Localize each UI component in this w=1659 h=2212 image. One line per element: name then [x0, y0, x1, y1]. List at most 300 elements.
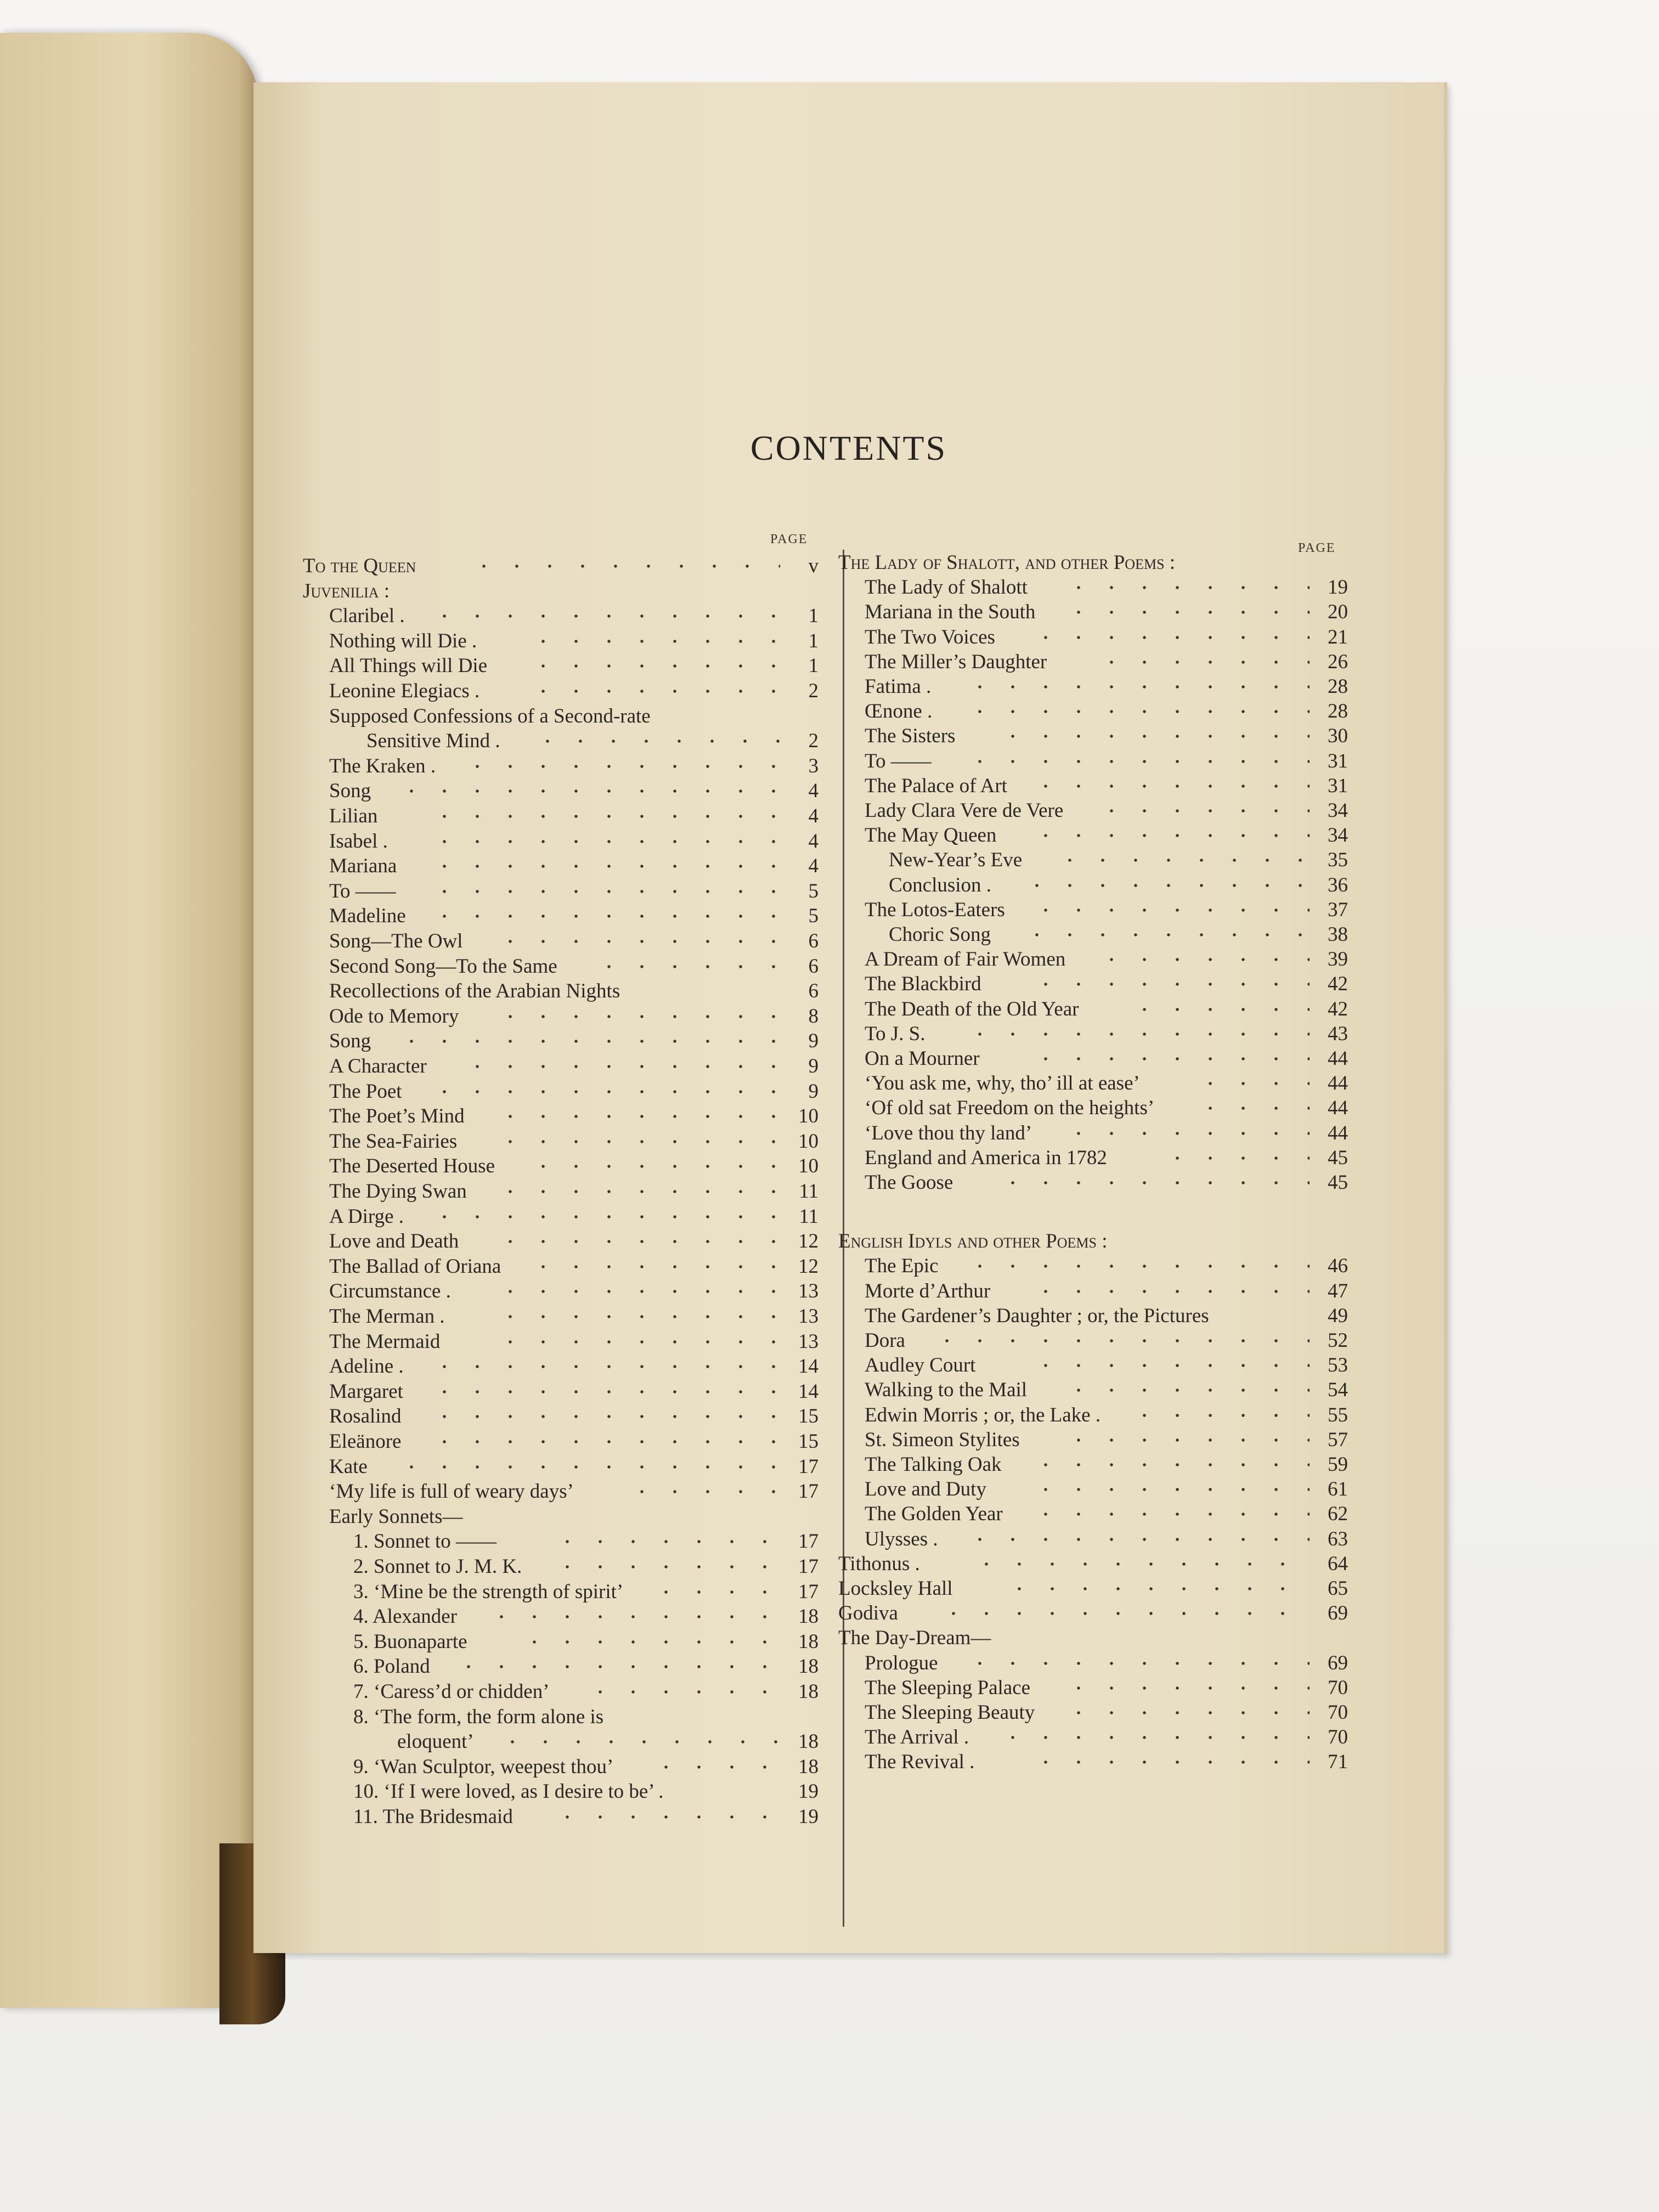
toc-entry-title: eloquent’: [397, 1730, 474, 1753]
toc-entry-page: 18: [798, 1630, 819, 1653]
toc-entry-title: ‘Love thou thy land’: [865, 1121, 1032, 1144]
toc-entry: [865, 1403, 1348, 1427]
toc-entry: [329, 879, 819, 904]
toc-entry-page: 17: [798, 1580, 819, 1603]
toc-entry-page: 46: [1328, 1255, 1348, 1278]
left-page-column-label: PAGE: [770, 532, 808, 546]
toc-entry: [865, 749, 1348, 774]
dot-leader: [551, 1530, 780, 1554]
dot-leader: [937, 1601, 1310, 1626]
dot-leader: [963, 1527, 1310, 1551]
toc-entry-title: Locksley Hall: [838, 1577, 953, 1600]
toc-entry-title: Supposed Confessions of a Second-rate: [329, 704, 651, 727]
toc-entry-title: The Sleeping Palace: [865, 1676, 1031, 1699]
toc-entry-page: 55: [1328, 1403, 1348, 1426]
toc-entry-page: 45: [1328, 1171, 1348, 1194]
toc-entry-title: St. Simeon Stylites: [865, 1428, 1020, 1451]
toc-entry: [865, 1353, 1348, 1378]
toc-entry-title: Madeline: [329, 905, 406, 928]
toc-entry-page: 31: [1328, 749, 1348, 772]
toc-entry-title: Mariana: [329, 855, 397, 878]
toc-entry: [865, 1329, 1348, 1353]
toc-entry: [329, 1229, 819, 1254]
toc-entry: [865, 1146, 1348, 1170]
dot-leader: [1029, 898, 1310, 922]
dot-leader: [930, 1329, 1310, 1353]
toc-entry-page: 19: [1328, 576, 1348, 599]
dot-leader: [1029, 972, 1310, 996]
toc-entry-page: 12: [798, 1255, 819, 1278]
toc-entry-title: Nothing will Die .: [329, 629, 477, 652]
toc-entry: [329, 629, 819, 653]
toc-entry: [329, 1455, 819, 1479]
toc-entry-page: 36: [1328, 873, 1348, 896]
toc-entry-title: New-Year’s Eve: [889, 849, 1023, 872]
dot-leader: [963, 1254, 1310, 1278]
toc-entry-page: 49: [1328, 1304, 1348, 1327]
toc-entry: [865, 1651, 1348, 1675]
toc-entry-page: 44: [1328, 1097, 1348, 1120]
toc-entry-page: 35: [1328, 849, 1348, 872]
toc-entry-page: 19: [798, 1780, 819, 1803]
toc-entry-page: 10: [798, 1105, 819, 1128]
dot-leader: [1062, 1676, 1310, 1700]
dot-leader: [527, 1154, 780, 1178]
toc-entry-page: 1: [808, 605, 819, 628]
toc-entry-title: Godiva: [838, 1602, 898, 1625]
toc-entry-page: 44: [1328, 1121, 1348, 1144]
toc-entry: [865, 799, 1348, 823]
toc-entry-title: Walking to the Mail: [865, 1379, 1028, 1402]
toc-entry-page: 9: [808, 1055, 819, 1077]
toc-entry-title: 9. ‘Wan Sculptor, weepest thou’: [353, 1755, 614, 1778]
dot-leader: [584, 1680, 780, 1704]
toc-entry-title: Song: [329, 780, 371, 803]
toc-entry: [397, 1730, 819, 1754]
toc-entry-page: 42: [1328, 997, 1348, 1020]
toc-entry: [889, 873, 1348, 898]
toc-entry-title: Œnone .: [865, 700, 933, 723]
toc-entry-page: 70: [1328, 1676, 1348, 1699]
toc-entry: [329, 1205, 819, 1229]
toc-entry-page: 18: [798, 1755, 819, 1778]
toc-entry: [329, 979, 819, 1003]
toc-entry-title: Fatima .: [865, 675, 932, 698]
toc-entry: [329, 1330, 819, 1354]
dot-leader: [1161, 1146, 1310, 1170]
toc-entry-page: 54: [1328, 1379, 1348, 1402]
toc-entry-title: The Blackbird: [865, 973, 981, 996]
dot-leader: [428, 879, 780, 904]
toc-entry-title: The Epic: [865, 1255, 939, 1278]
toc-entry: [865, 1171, 1348, 1195]
toc-entry: [865, 898, 1348, 922]
dot-leader: [452, 1655, 780, 1679]
toc-entry: [353, 1805, 819, 1829]
dot-leader: [494, 1104, 780, 1128]
toc-entry-page: 9: [808, 1080, 819, 1103]
toc-entry-title: Song—The Owl: [329, 930, 463, 952]
dot-leader: [527, 654, 780, 678]
dot-leader: [494, 1305, 780, 1329]
toc-entry-title: Love and Duty: [865, 1478, 986, 1501]
dot-leader: [527, 1255, 780, 1279]
toc-entry-title: Juvenilia :: [303, 579, 390, 602]
toc-entry-title: The Sisters: [865, 725, 956, 748]
dot-leader: [494, 1330, 780, 1354]
toc-entry-title: The Kraken .: [329, 754, 436, 777]
toc-entry-page: 20: [1328, 601, 1348, 624]
toc-entry-page: 13: [798, 1305, 819, 1328]
toc-entry: [838, 551, 1348, 575]
toc-entry: [353, 1755, 819, 1779]
toc-entry-page: 18: [798, 1680, 819, 1703]
toc-entry-page: 69: [1328, 1651, 1348, 1674]
dot-leader: [625, 1480, 780, 1504]
dot-leader: [428, 1355, 780, 1379]
dot-leader: [1053, 848, 1310, 872]
toc-entry-title: The Death of the Old Year: [865, 997, 1079, 1020]
toc-entry: [865, 972, 1348, 996]
toc-entry-title: The Gardener’s Daughter ; or, the Pictures: [865, 1304, 1209, 1327]
toc-entry-page: 18: [798, 1730, 819, 1753]
toc-entry-page: 2: [808, 680, 819, 702]
toc-entry-page: 11: [799, 1180, 819, 1203]
toc-entry-page: 17: [798, 1480, 819, 1503]
toc-entry-page: 6: [808, 930, 819, 952]
toc-entry-page: 26: [1328, 650, 1348, 673]
toc-entry: [865, 1121, 1348, 1146]
toc-entry-title: 2. Sonnet to J. M. K.: [353, 1555, 522, 1578]
dot-leader: [1128, 1403, 1310, 1427]
toc-entry-title: Prologue: [865, 1651, 938, 1674]
toc-entry-page: 44: [1328, 1072, 1348, 1095]
toc-entry-title: Audley Court: [865, 1354, 976, 1377]
toc-entry-title: Early Sonnets—: [329, 1505, 463, 1528]
toc-entry-title: 6. Poland: [353, 1655, 430, 1678]
toc-entry: [865, 1502, 1348, 1526]
toc-entry-page: 3: [808, 754, 819, 777]
dot-leader: [428, 830, 780, 854]
dot-leader: [963, 1022, 1310, 1046]
dot-leader: [1020, 873, 1310, 898]
dot-leader: [1020, 923, 1310, 947]
toc-entry-title: England and America in 1782: [865, 1146, 1107, 1169]
toc-entry-title: Adeline .: [329, 1355, 404, 1378]
toc-entry-title: The Day-Dream—: [838, 1627, 991, 1650]
toc-entry: [329, 1279, 819, 1304]
toc-entry-title: The Goose: [865, 1171, 953, 1194]
toc-entry: [865, 823, 1348, 848]
toc-entry: [366, 729, 819, 753]
toc-entry: [865, 1071, 1348, 1096]
toc-entry-title: On a Mourner: [865, 1047, 980, 1070]
toc-entry: [329, 1505, 819, 1529]
toc-entry: [889, 923, 1348, 947]
dot-leader: [996, 724, 1310, 748]
toc-entry: [838, 1552, 1348, 1576]
toc-entry: [865, 1701, 1348, 1725]
dot-leader: [395, 779, 780, 803]
dot-leader: [963, 1651, 1310, 1675]
toc-entry-page: 28: [1328, 675, 1348, 698]
toc-entry-title: The Ballad of Oriana: [329, 1255, 501, 1278]
toc-entry: [353, 1655, 819, 1679]
dot-leader: [963, 699, 1310, 724]
dot-leader: [1029, 774, 1310, 798]
toc-entry: [329, 929, 819, 953]
toc-entry: [353, 1555, 819, 1579]
toc-entry-page: 4: [808, 830, 819, 853]
left-page-edge: [0, 33, 258, 2008]
dot-leader: [1029, 1477, 1310, 1502]
toc-entry: [329, 1404, 819, 1429]
toc-entry-page: 53: [1328, 1354, 1348, 1377]
toc-entry-title: Mariana in the South: [865, 601, 1036, 624]
dot-leader: [551, 1555, 780, 1579]
toc-entry-page: 8: [808, 1005, 819, 1028]
toc-entry: [865, 1378, 1348, 1402]
toc-entry-title: 8. ‘The form, the form alone is: [353, 1705, 604, 1728]
toc-entry-title: The Talking Oak: [865, 1453, 1002, 1476]
toc-entry-page: 34: [1328, 799, 1348, 822]
dot-leader: [494, 1130, 780, 1154]
toc-entry: [329, 904, 819, 928]
toc-entry: [865, 1453, 1348, 1477]
toc-entry-title: Tithonus .: [838, 1552, 920, 1575]
toc-entry-title: Sensitive Mind .: [366, 730, 500, 753]
toc-entry: [865, 575, 1348, 600]
toc-entry: [329, 1005, 819, 1029]
dot-leader: [518, 1630, 780, 1654]
toc-entry-title: The Mermaid: [329, 1330, 441, 1353]
toc-entry-title: 11. The Bridesmaid: [353, 1805, 513, 1828]
toc-entry-page: 10: [798, 1130, 819, 1153]
toc-entry-page: 39: [1328, 948, 1348, 971]
dot-leader: [1029, 1279, 1310, 1304]
toc-entry-page: 71: [1328, 1751, 1348, 1774]
toc-entry: [329, 754, 819, 778]
toc-entry-page: 5: [808, 879, 819, 902]
dot-leader: [1029, 823, 1310, 848]
toc-entry-page: 45: [1328, 1146, 1348, 1169]
toc-entry: [329, 1380, 819, 1404]
toc-entry: [329, 604, 819, 628]
toc-entry: [329, 1355, 819, 1379]
toc-entry-title: To ——: [329, 879, 396, 902]
toc-entry: [838, 1626, 1348, 1650]
toc-entry: [865, 650, 1348, 674]
toc-entry-page: 18: [798, 1605, 819, 1628]
toc-entry: [838, 1229, 1348, 1254]
dot-leader: [395, 1455, 780, 1479]
toc-entry: [329, 1054, 819, 1079]
toc-entry-page: 44: [1328, 1047, 1348, 1070]
toc-entry-title: 1. Sonnet to ——: [353, 1530, 497, 1553]
toc-entry: [353, 1780, 819, 1804]
toc-entry: [329, 679, 819, 703]
toc-entry-page: 15: [798, 1430, 819, 1453]
dot-leader: [1029, 1502, 1310, 1526]
toc-entry: [865, 1096, 1348, 1120]
dot-leader: [395, 1029, 780, 1053]
dot-leader: [461, 1054, 780, 1079]
toc-entry: [865, 1527, 1348, 1551]
toc-entry: [865, 1750, 1348, 1774]
dot-leader: [1029, 625, 1310, 650]
dot-leader: [1029, 1047, 1310, 1071]
dot-leader: [592, 955, 780, 979]
toc-entry-title: Song: [329, 1030, 371, 1053]
toc-entry: [865, 724, 1348, 748]
toc-entry-page: 9: [808, 1030, 819, 1053]
dot-leader: [428, 1380, 780, 1404]
dot-leader: [1062, 600, 1310, 624]
toc-entry-title: Lilian: [329, 805, 378, 827]
toc-entry: [329, 1154, 819, 1178]
toc-entry-title: Margaret: [329, 1380, 403, 1403]
toc-entry-page: 34: [1328, 824, 1348, 847]
toc-entry-page: 38: [1328, 923, 1348, 946]
toc-entry-title: The Revival .: [865, 1751, 975, 1774]
toc-entry-title: 10. ‘If I were loved, as I desire to be’ .: [353, 1780, 664, 1803]
dot-leader: [527, 629, 780, 653]
toc-entry-page: 1: [808, 629, 819, 652]
toc-entry: [865, 997, 1348, 1022]
toc-entry: [329, 955, 819, 979]
dot-leader: [428, 1205, 780, 1229]
toc-entry-page: 2: [808, 730, 819, 753]
toc-entry: [329, 1130, 819, 1154]
toc-entry-title: ‘Of old sat Freedom on the heights’: [865, 1097, 1155, 1120]
toc-entry-page: v: [808, 555, 819, 577]
toc-entry-title: The Poet’s Mind: [329, 1105, 465, 1128]
toc-entry: [329, 1255, 819, 1279]
toc-entry-title: 7. ‘Caress’d or chidden’: [353, 1680, 550, 1703]
toc-entry: [329, 804, 819, 828]
toc-entry-title: To the Queen: [303, 555, 416, 577]
toc-entry-page: 5: [808, 905, 819, 928]
toc-entry-title: The Sea-Fairies: [329, 1130, 458, 1153]
toc-entry-title: All Things will Die: [329, 654, 488, 678]
right-page-column-label: PAGE: [1298, 541, 1336, 555]
toc-entry-title: Morte d’Arthur: [865, 1279, 991, 1302]
toc-entry: [353, 1630, 819, 1654]
contents-page: [253, 82, 1447, 1953]
toc-entry-title: A Dirge .: [329, 1205, 404, 1228]
toc-entry: [838, 1577, 1348, 1601]
toc-entry-page: 30: [1328, 725, 1348, 748]
toc-entry: [865, 600, 1348, 624]
toc-entry-page: 62: [1328, 1503, 1348, 1526]
dot-leader: [1062, 1701, 1310, 1725]
toc-entry-page: 42: [1328, 973, 1348, 996]
dot-leader: [1062, 1428, 1310, 1452]
toc-entry-title: The Golden Year: [865, 1503, 1003, 1526]
dot-leader: [970, 1552, 1310, 1576]
toc-entry: [329, 830, 819, 854]
toc-entry-page: 15: [798, 1405, 819, 1428]
toc-entry: [838, 1601, 1348, 1626]
toc-entry: [865, 1304, 1348, 1328]
toc-entry: [353, 1680, 819, 1704]
toc-entry-page: 52: [1328, 1329, 1348, 1352]
toc-entry: [303, 579, 819, 603]
toc-entry-title: English Idyls and other Poems :: [838, 1230, 1108, 1253]
toc-entry-page: 13: [798, 1280, 819, 1303]
dot-leader: [494, 929, 780, 953]
dot-leader: [428, 804, 780, 828]
toc-entry: [329, 1180, 819, 1204]
toc-entry-title: The Deserted House: [329, 1155, 495, 1178]
toc-entry-title: ‘My life is full of weary days’: [329, 1480, 574, 1503]
toc-entry-page: 64: [1328, 1552, 1348, 1575]
toc-entry: [353, 1605, 819, 1629]
toc-entry: [329, 854, 819, 878]
toc-entry-title: ‘You ask me, why, tho’ ill at ease’: [865, 1072, 1140, 1095]
toc-entry-title: The Lotos-Eaters: [865, 898, 1005, 921]
toc-entry-page: 14: [798, 1380, 819, 1403]
dot-leader: [494, 1229, 780, 1254]
dot-leader: [494, 1005, 780, 1029]
toc-entry: [865, 699, 1348, 724]
toc-entry: [865, 1022, 1348, 1046]
toc-entry-title: Conclusion .: [889, 873, 992, 896]
toc-entry-page: 70: [1328, 1701, 1348, 1724]
toc-entry-page: 21: [1328, 625, 1348, 648]
toc-entry-page: 11: [799, 1205, 819, 1228]
toc-entry: [889, 848, 1348, 872]
dot-leader: [428, 1404, 780, 1429]
toc-entry: [865, 1279, 1348, 1304]
toc-entry-page: 65: [1328, 1577, 1348, 1600]
dot-leader: [1095, 799, 1310, 823]
toc-entry-title: To J. S.: [865, 1022, 926, 1045]
dot-leader: [996, 1171, 1310, 1195]
toc-entry-page: 6: [808, 980, 819, 1003]
toc-entry-page: 13: [798, 1330, 819, 1353]
toc-entry: [353, 1705, 819, 1729]
toc-entry: [865, 1254, 1348, 1278]
toc-entry: [865, 625, 1348, 650]
toc-entry-title: The Lady of Shalott: [865, 576, 1028, 599]
dot-leader: [963, 675, 1310, 699]
toc-entry: [329, 779, 819, 803]
dot-leader: [461, 754, 780, 778]
toc-entry-title: Choric Song: [889, 923, 991, 946]
dot-leader: [428, 854, 780, 878]
toc-entry: [865, 1676, 1348, 1700]
toc-entry-title: The Lady of Shalott, and other Poems :: [838, 551, 1176, 574]
toc-entry-page: 6: [808, 955, 819, 978]
toc-entry: [865, 1725, 1348, 1750]
dot-leader: [527, 679, 780, 703]
toc-entry: [865, 947, 1348, 972]
page-title: CONTENTS: [750, 428, 947, 467]
toc-entry-title: Leonine Elegiacs .: [329, 680, 480, 702]
toc-entry-title: Lady Clara Vere de Vere: [865, 799, 1064, 822]
toc-entry: [329, 1480, 819, 1504]
toc-entry-title: The Merman .: [329, 1305, 445, 1328]
dot-leader: [1029, 1750, 1310, 1774]
dot-leader: [1194, 1096, 1310, 1120]
toc-entry-title: Claribel .: [329, 605, 405, 628]
dot-leader: [1029, 1353, 1310, 1378]
toc-entry-page: 4: [808, 855, 819, 878]
toc-entry-title: 4. Alexander: [353, 1605, 458, 1628]
toc-entry-title: Ode to Memory: [329, 1005, 459, 1028]
toc-entry: [353, 1580, 819, 1604]
